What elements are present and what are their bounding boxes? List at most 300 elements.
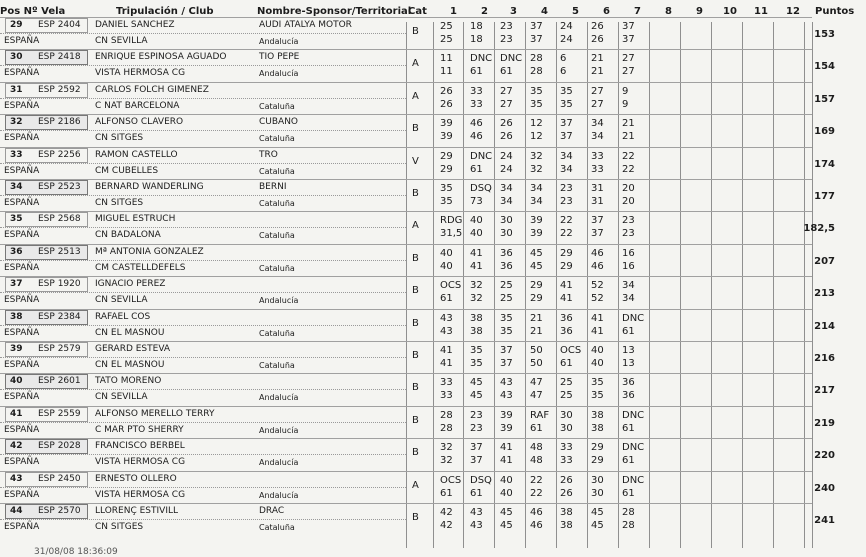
race-result: 35 [500,312,513,324]
race-points: 45 [500,520,513,531]
total-points: 157 [814,93,835,105]
row-separator [0,373,812,374]
sponsor-name: AUDI ATALYA MOTOR [259,20,352,30]
crew-name: ALFONSO MERELLO TERRY [95,408,215,419]
territory: Andalucía [259,490,299,500]
race-points: 30 [591,487,604,499]
race-result: 37 [560,118,573,130]
race-result: 25 [560,377,573,389]
race-result: 33 [591,150,604,162]
row-separator [0,82,812,83]
crew-name: IGNACIO PEREZ [95,279,166,290]
row-midline [0,292,406,293]
race-result: DNC [622,442,645,454]
race-result: 38 [470,312,483,324]
crew-name: DANIEL SANCHEZ [95,20,175,30]
territory: Andalucía [259,296,299,306]
territory: Cataluña [259,361,295,370]
race-result: 30 [500,215,513,227]
race-result: 37 [470,442,483,454]
total-points: 207 [814,255,835,267]
category: B [412,414,419,426]
race-points: 35 [591,390,604,402]
race-points: 33 [560,455,573,467]
race-result: 33 [560,442,573,454]
race-result: 32 [530,150,543,162]
race-result: DNC [622,312,645,324]
race-result: 36 [560,312,573,324]
country: ESPAÑA [4,262,40,273]
row-separator [0,147,812,148]
race-result: 41 [560,280,573,292]
territory: Cataluña [259,101,295,111]
race-result: 35 [530,85,543,97]
club-name: CN SEVILLA [95,36,148,46]
race-points: 33 [470,98,483,110]
country: ESPAÑA [4,360,40,370]
category: B [412,317,419,329]
country: ESPAÑA [4,522,40,532]
race-result: 45 [500,507,513,518]
race-result: 39 [500,409,513,421]
race-points: 35 [560,98,573,110]
race-result: OCS [440,474,462,486]
sail-number: ESP 2256 [38,149,81,160]
club-name: VISTA HERMOSA CG [95,457,186,468]
race-points: 28 [440,422,453,434]
race-points: 22 [530,487,543,499]
sponsor-name: CUBANO [259,117,299,128]
race-points: 45 [470,390,483,402]
sail-number: ESP 2559 [38,408,81,419]
race-points: 12 [530,131,543,143]
race-result: RDG [440,215,463,227]
race-points: 37 [470,455,483,467]
country: ESPAÑA [4,100,40,111]
row-separator [0,114,812,115]
race-points: 41 [560,293,573,305]
race-result: DNC [622,409,645,421]
race-result: 27 [622,53,635,65]
race-points: 23 [500,34,513,45]
country: ESPAÑA [4,133,40,144]
column-divider [494,22,495,548]
race-points: 21 [591,66,604,78]
race-result: 26 [591,21,604,32]
category: A [412,479,419,491]
club-name: CN SEVILLA [95,295,148,306]
race-result: 50 [530,345,543,356]
total-points: 219 [814,417,835,429]
header-race-12: 12 [786,6,800,17]
category: A [412,90,419,102]
race-result: 38 [591,409,604,421]
race-points: 28 [530,66,543,78]
crew-name: TATO MORENO [95,376,162,387]
race-points: 41 [500,455,513,467]
race-result: 41 [591,312,604,324]
race-result: 52 [591,280,604,292]
race-points: 26 [560,487,573,499]
race-points: 21 [530,325,543,337]
race-points: 23 [622,228,635,240]
crew-name: BERNARD WANDERLING [95,182,204,192]
header-points: Puntos [815,6,855,17]
race-result: 23 [500,21,513,32]
race-result: OCS [560,345,582,356]
race-result: 22 [622,150,635,162]
row-midline [0,487,406,488]
header-race-9: 9 [696,6,703,17]
race-points: 61 [470,163,483,175]
row-midline [0,65,406,66]
race-result: 45 [530,247,543,259]
row-separator [0,406,812,407]
total-points: 217 [814,385,835,397]
race-points: 38 [560,520,573,531]
race-result: 40 [500,474,513,486]
race-result: 31 [591,183,604,194]
sail-number: ESP 2418 [38,52,81,63]
column-divider [463,22,464,548]
race-points: 30 [560,422,573,434]
header-race-6: 6 [603,6,610,17]
territory: Andalucía [259,458,299,468]
race-result: 12 [530,118,543,130]
header-race-3: 3 [510,6,517,17]
territory: Andalucía [259,393,299,403]
race-points: 36 [622,390,635,402]
race-result: 33 [440,377,453,389]
territory: Cataluña [259,231,295,241]
position: 35 [10,214,23,225]
category: B [412,188,419,199]
race-points: 35 [440,196,453,207]
sail-number: ESP 2404 [38,20,81,30]
race-points: 29 [560,260,573,272]
race-points: 27 [500,98,513,110]
position: 29 [10,20,23,30]
race-points: 41 [440,358,453,369]
race-result: 21 [591,53,604,65]
race-result: 48 [530,442,543,454]
position: 36 [10,246,23,257]
position: 41 [10,408,23,419]
race-points: 33 [440,390,453,402]
race-result: 26 [440,85,453,97]
race-points: 40 [500,487,513,499]
row-midline [0,519,406,520]
sponsor-name: TIO PEPE [259,52,300,63]
race-points: 16 [622,260,635,272]
country: ESPAÑA [4,457,40,468]
race-points: 30 [500,228,513,240]
country: ESPAÑA [4,489,40,500]
territory: Cataluña [259,166,295,176]
row-separator [0,341,812,342]
sail-number: ESP 2523 [38,182,81,192]
row-midline [0,33,406,34]
column-divider [556,22,557,548]
race-points: 41 [470,260,483,272]
header-race-1: 1 [450,6,457,17]
race-points: 37 [530,34,543,45]
race-result: 25 [500,280,513,292]
race-result: 29 [591,442,604,454]
column-divider [680,22,681,548]
club-name: CN BADALONA [95,230,161,241]
race-result: DNC [470,150,493,162]
race-result: 18 [470,21,483,32]
race-points: 27 [622,66,635,78]
row-midline [0,130,406,131]
position: 42 [10,441,23,452]
crew-name: Mª ANTONIA GONZALEZ [95,246,204,257]
race-points: 45 [530,260,543,272]
club-name: C MAR PTO SHERRY [95,424,184,435]
race-points: 35 [470,358,483,369]
race-points: 61 [440,293,453,305]
race-points: 24 [500,163,513,175]
club-name: CN SITGES [95,133,144,144]
club-name: CN SEVILLA [95,392,148,403]
total-points: 182,5 [803,223,835,235]
race-points: 9 [622,98,629,110]
position: 37 [10,279,23,290]
race-result: 22 [530,474,543,486]
race-result: 34 [500,183,513,194]
territory: Cataluña [259,523,295,532]
total-points: 177 [814,191,835,202]
territory: Andalucía [259,69,299,79]
country: ESPAÑA [4,392,40,403]
position: 33 [10,149,23,160]
race-result: 45 [470,377,483,389]
race-points: 40 [591,358,604,369]
race-points: 34 [560,163,573,175]
race-result: 6 [560,53,567,65]
race-result: 35 [440,183,453,194]
race-result: 20 [622,183,635,194]
race-points: 39 [440,131,453,143]
country: ESPAÑA [4,230,40,241]
race-result: RAF [530,409,550,421]
crew-name: ERNESTO OLLERO [95,473,177,484]
race-points: 40 [440,260,453,272]
category: A [412,220,419,232]
race-points: 46 [530,520,543,531]
total-points: 174 [814,158,835,170]
race-result: OCS [440,280,462,292]
race-result: 41 [470,247,483,259]
race-result: 22 [560,215,573,227]
column-divider [711,22,712,548]
race-result: 37 [622,21,635,32]
race-result: 36 [622,377,635,389]
race-points: 42 [440,520,453,531]
race-result: 32 [470,280,483,292]
race-result: 43 [500,377,513,389]
race-result: 25 [440,21,453,32]
race-points: 52 [591,293,604,305]
race-points: 29 [530,293,543,305]
position: 43 [10,473,23,484]
race-result: DNC [500,53,523,65]
column-divider [525,22,526,548]
race-points: 22 [560,228,573,240]
crew-name: RAFAEL COS [95,311,151,322]
total-points: 213 [814,288,835,300]
category: V [412,155,419,167]
race-points: 61 [622,422,635,434]
race-points: 34 [591,131,604,143]
race-points: 25 [560,390,573,402]
category: B [412,512,419,523]
race-points: 61 [470,487,483,499]
race-result: 40 [591,345,604,356]
race-points: 20 [622,196,635,207]
sponsor-name: DRAC [259,506,285,516]
race-points: 26 [440,98,453,110]
sail-number: ESP 2450 [38,473,81,484]
row-midline [0,260,406,261]
total-points: 153 [814,29,835,40]
race-result: 46 [470,118,483,130]
race-result: 26 [500,118,513,130]
race-result: 35 [470,345,483,356]
race-points: 28 [622,520,635,531]
race-result: 21 [530,312,543,324]
row-midline [0,454,406,455]
total-points: 241 [814,515,835,526]
race-points: 50 [530,358,543,369]
category: A [412,58,419,70]
category: B [412,382,419,394]
column-divider [649,22,650,548]
territory: Andalucía [259,37,299,46]
row-separator [0,503,812,504]
header-race-2: 2 [481,6,488,17]
race-points: 32 [440,455,453,467]
race-points: 34 [500,196,513,207]
sail-number: ESP 2570 [38,506,81,516]
race-points: 32 [530,163,543,175]
race-result: 28 [622,507,635,518]
race-result: 35 [591,377,604,389]
race-points: 43 [440,325,453,337]
race-points: 37 [560,131,573,143]
race-result: DNC [470,53,493,65]
position: 30 [10,52,23,63]
race-result: 11 [440,53,453,65]
sail-number: ESP 2601 [38,376,81,387]
race-points: 21 [622,131,635,143]
race-points: 47 [530,390,543,402]
race-result: 24 [500,150,513,162]
race-result: 37 [500,345,513,356]
column-divider [433,22,434,548]
race-result: 46 [591,247,604,259]
position: 32 [10,117,23,128]
race-result: 9 [622,85,629,97]
header-race-10: 10 [723,6,737,17]
race-result: 43 [440,312,453,324]
category: B [412,447,419,459]
header-race-5: 5 [572,6,579,17]
race-points: 23 [470,422,483,434]
club-name: CM CASTELLDEFELS [95,262,186,273]
race-points: 32 [470,293,483,305]
race-points: 73 [470,196,483,207]
sail-number: ESP 2186 [38,117,81,128]
race-result: 29 [530,280,543,292]
country: ESPAÑA [4,327,40,338]
territory: Andalucía [259,425,299,435]
race-result: 29 [440,150,453,162]
race-result: 34 [591,118,604,130]
race-points: 39 [500,422,513,434]
race-points: 18 [470,34,483,45]
race-points: 25 [500,293,513,305]
race-result: DSQ [470,474,492,486]
race-result: 28 [530,53,543,65]
row-midline [0,422,406,423]
race-points: 31 [591,196,604,207]
race-result: DNC [622,474,645,486]
row-separator [0,309,812,310]
column-divider [618,22,619,548]
race-points: 23 [560,196,573,207]
race-points: 34 [622,293,635,305]
total-points: 216 [814,353,835,364]
crew-name: MIGUEL ESTRUCH [95,214,176,225]
row-midline [0,98,406,99]
race-result: 46 [530,507,543,518]
race-result: 26 [560,474,573,486]
row-separator [0,276,812,277]
row-separator [0,49,812,50]
category: B [412,285,419,297]
total-points: 220 [814,450,835,462]
header-race-7: 7 [634,6,641,17]
race-result: 36 [500,247,513,259]
crew-name: ALFONSO CLAVERO [95,117,184,128]
race-result: 38 [560,507,573,518]
sail-number: ESP 2592 [38,84,81,95]
row-separator [0,244,812,245]
country: ESPAÑA [4,68,40,79]
race-points: 61 [622,325,635,337]
race-result: 29 [560,247,573,259]
country: ESPAÑA [4,165,40,176]
category: B [412,26,419,37]
race-result: 13 [622,345,635,356]
territory: Cataluña [259,199,295,208]
race-result: 37 [530,21,543,32]
club-name: CM CUBELLES [95,165,159,176]
crew-name: LLORENÇ ESTIVILL [95,506,178,516]
row-separator [0,438,812,439]
race-result: 39 [440,118,453,130]
race-result: 45 [591,507,604,518]
race-points: 61 [622,455,635,467]
club-name: C NAT BARCELONA [95,100,180,111]
race-result: 47 [530,377,543,389]
position: 44 [10,506,23,516]
race-points: 43 [500,390,513,402]
club-name: CN EL MASNOU [95,327,165,338]
territory: Cataluña [259,263,295,273]
